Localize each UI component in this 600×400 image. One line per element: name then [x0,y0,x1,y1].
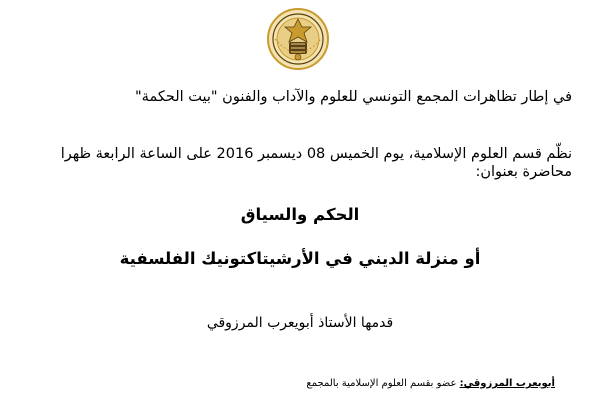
presenter-line: قدمها الأستاذ أبويعرب المرزوقي [206,315,394,331]
beit-al-hikma-seal-icon [267,8,329,70]
lecture-label: محاضرة بعنوان: [475,164,572,180]
lecture-title: الحكم والسياق [240,205,360,224]
footnote-name: أبويعرب المرزوقي: [459,378,555,389]
footnote-description: عضو بقسم العلوم الإسلامية بالمجمع [306,378,457,389]
lecture-subtitle: أو منزلة الديني في الأرشيتاكتونيك الفلسفية [119,249,481,268]
footnote [306,378,555,389]
announcement-line: نظّم قسم العلوم الإسلامية، يوم الخميس 08 ديسمبر 2016 على الساعة الرابعة ظهرا [60,146,572,162]
intro-line: في إطار تظاهرات المجمع التونسي للعلوم والآداب والفنون "بيت الحكمة" [135,89,572,105]
